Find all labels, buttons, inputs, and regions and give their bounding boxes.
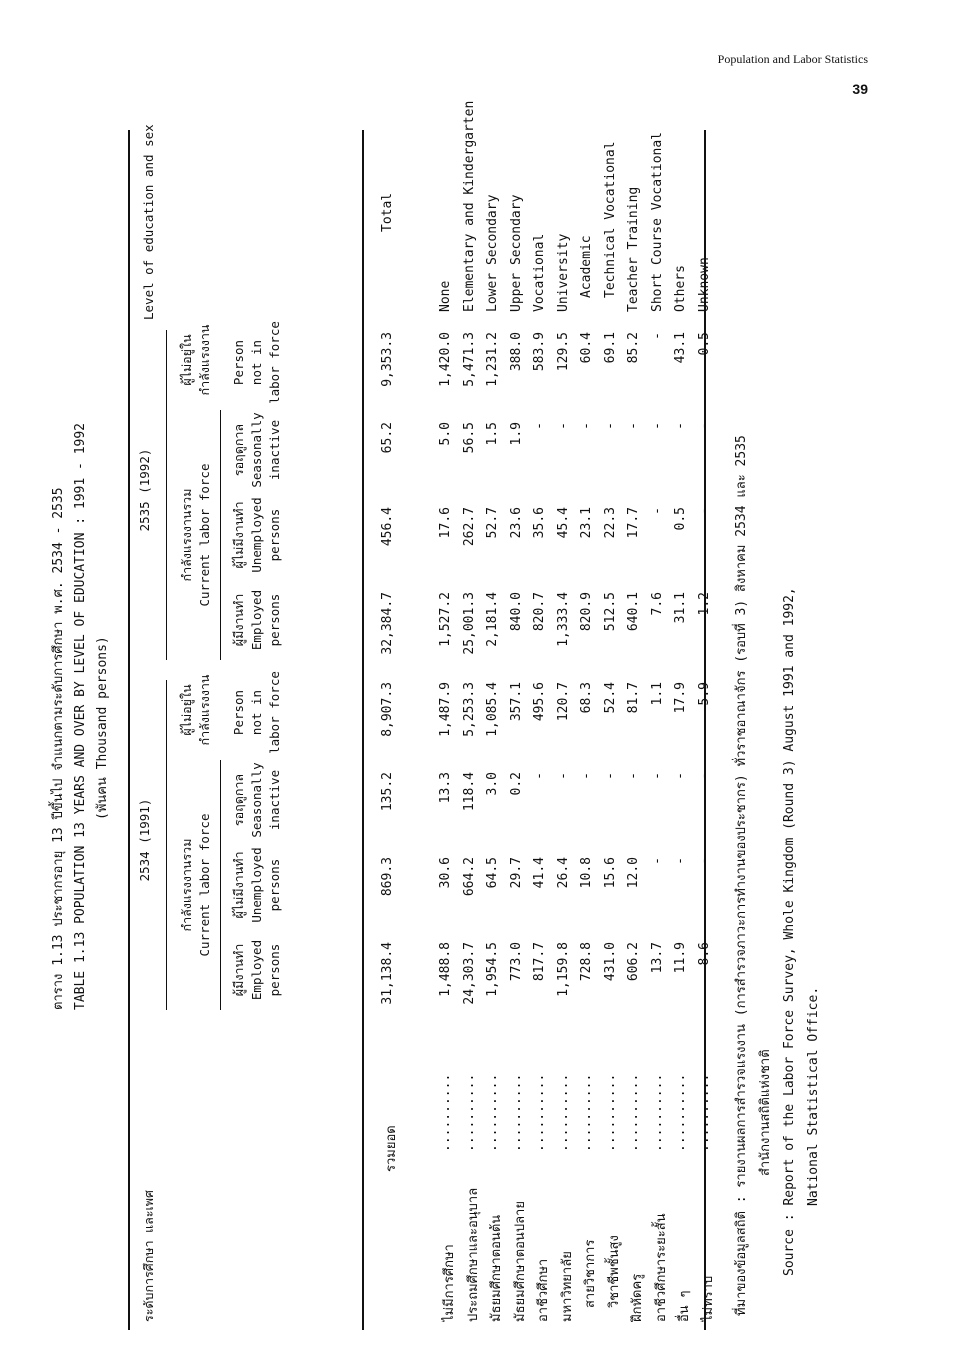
- cell: 13.3: [438, 772, 453, 804]
- row-label-thai: วิชาชีพชั้นสูง: [606, 1235, 622, 1308]
- cell: -: [602, 772, 618, 780]
- cell: 17.7: [626, 507, 641, 539]
- cell: 35.6: [532, 507, 547, 539]
- cell: -: [626, 772, 641, 780]
- source-thai-line-1: ที่มาของข้อมูลสถิติ : รายงานผลการสำรวจแรงงาน (การสำรวจภาวะการทำงานของประชากร) ทั่วราชอาณาจักร (รอบที่ 3) สิงหาคม 2534 และ 2535: [734, 435, 749, 1316]
- table-row: [673, 72, 697, 1322]
- cell: 65.2: [380, 422, 395, 454]
- leader-dots: ..........: [485, 1073, 500, 1152]
- leader-dots: ..........: [555, 1073, 571, 1152]
- table-title: [48, 360, 114, 1010]
- row-label-thai: มัธยมศึกษาตอนปลาย: [512, 1201, 528, 1322]
- cell: 1,488.8: [438, 942, 453, 997]
- cell: -: [626, 422, 641, 430]
- cell: 52.4: [602, 682, 618, 714]
- row-label-thai: มัธยมศึกษาตอนต้น: [489, 1214, 504, 1322]
- cell: 31,138.4: [380, 942, 395, 1005]
- cell: -: [649, 857, 665, 865]
- cell: 52.7: [485, 507, 500, 539]
- cell: 85.2: [626, 332, 641, 364]
- cell: 31.1: [673, 592, 688, 624]
- row-label-en: Vocational: [532, 233, 547, 312]
- cell: 606.2: [626, 942, 641, 982]
- cell: 5.9: [696, 682, 712, 706]
- employed-head-1992: ผู้มีงานทำ Employed persons: [231, 589, 282, 651]
- cell: 17.6: [438, 507, 453, 539]
- nilf-subhead-1992: Person not in labor force: [231, 321, 282, 404]
- cell: 81.7: [626, 682, 641, 714]
- cell: 64.5: [485, 857, 500, 889]
- nilf-subhead-1991: Person not in labor force: [231, 671, 282, 754]
- table-row: [556, 72, 580, 1322]
- row-label-en: University: [555, 233, 571, 312]
- clf-head-1991: กำลังแรงงานรวม Current labor force: [179, 813, 212, 957]
- row-label-en: Elementary and Kindergarten: [461, 100, 477, 312]
- leader-dots: ..........: [673, 1073, 688, 1152]
- cell: 45.4: [555, 507, 571, 539]
- source-en-line-1: Source : Report of the Labor Force Survey, Whole Kingdom (Round 3) August 1991 and 1992,: [782, 587, 797, 1276]
- leader-dots: ..........: [532, 1073, 547, 1152]
- cell: 773.0: [508, 942, 524, 982]
- clf-underline-1991: [220, 760, 221, 1010]
- cell: 1.5: [485, 422, 500, 446]
- row-label-en: Technical Vocational: [602, 141, 618, 298]
- cell: -: [555, 422, 571, 430]
- row-label-thai: ฝึกหัดครู: [630, 1273, 645, 1322]
- table-top-rule: [128, 130, 130, 1330]
- cell: -: [649, 422, 665, 430]
- cell: 29.7: [508, 857, 524, 889]
- row-label-thai: ไม่มีการศึกษา: [442, 1244, 457, 1322]
- cell: 68.3: [579, 682, 594, 714]
- cell: -: [602, 422, 618, 430]
- cell: 25,001.3: [461, 592, 477, 655]
- row-label-thai: มหาวิทยาลัย: [559, 1251, 575, 1322]
- cell: 41.4: [532, 857, 547, 889]
- row-label-thai: อื่น ๆ: [677, 1290, 692, 1322]
- table-row: [603, 72, 627, 1322]
- cell: 22.3: [602, 507, 618, 539]
- cell: 8.6: [696, 942, 712, 966]
- cell: 640.1: [626, 592, 641, 632]
- row-label-thai: ประถมศึกษาและอนุบาล: [465, 1187, 481, 1322]
- cell: 1,954.5: [485, 942, 500, 997]
- cell: 1,159.8: [555, 942, 571, 997]
- nilf-head-1992: ผู้ไม่อยู่ใน กำลังแรงงาน: [179, 324, 212, 396]
- total-label-thai: รวมยอด: [384, 1125, 399, 1172]
- cell: 431.0: [602, 942, 618, 982]
- year-1992-underline: [166, 330, 167, 660]
- cell: 43.1: [673, 332, 688, 364]
- table-row: [462, 72, 486, 1322]
- cell: -: [673, 857, 688, 865]
- cell: 262.7: [461, 507, 477, 547]
- cell: -: [532, 772, 547, 780]
- cell: 10.8: [579, 857, 594, 889]
- table-row: [532, 72, 556, 1322]
- cell: 135.2: [380, 772, 395, 812]
- cell: 869.3: [380, 857, 395, 897]
- cell: -: [649, 507, 665, 515]
- cell: 56.5: [461, 422, 477, 454]
- row-label-en: Others: [673, 265, 688, 312]
- cell: 17.9: [673, 682, 688, 714]
- header-bottom-rule: [362, 130, 364, 1330]
- cell: -: [673, 422, 688, 430]
- cell: 24,303.7: [461, 942, 477, 1005]
- cell: 12.0: [626, 857, 641, 889]
- cell: 1,231.2: [485, 332, 500, 387]
- cell: -: [579, 772, 594, 780]
- cell: -: [696, 772, 712, 780]
- cell: 23.1: [579, 507, 594, 539]
- cell: 9,353.3: [380, 332, 395, 387]
- cell: -: [696, 422, 712, 430]
- cell: 1,420.0: [438, 332, 453, 387]
- table-row: [509, 72, 533, 1322]
- source-en-line-2: National Statistical Office.: [806, 986, 821, 1206]
- cell: 456.4: [380, 507, 395, 547]
- table-row-total: [380, 72, 404, 1322]
- cell: 495.6: [532, 682, 547, 722]
- cell: 23.6: [508, 507, 524, 539]
- leader-dots: ..........: [626, 1073, 641, 1152]
- cell: -: [696, 857, 712, 865]
- running-title: Population and Labor Statistics: [717, 52, 868, 66]
- cell: -: [649, 772, 665, 780]
- cell: 1.2: [696, 592, 712, 616]
- leader-dots: ..........: [602, 1073, 618, 1152]
- cell: 32,384.7: [380, 592, 395, 655]
- row-label-en: Lower Secondary: [485, 194, 500, 312]
- year-1991-head: 2534 (1991): [137, 798, 152, 882]
- cell: 1,333.4: [555, 592, 571, 647]
- row-label-en: Teacher Training: [626, 186, 641, 312]
- cell: -: [696, 507, 712, 515]
- table-row: [438, 72, 462, 1322]
- row-label-en: Academic: [579, 235, 594, 298]
- cell: 2,181.4: [485, 592, 500, 647]
- cell: 840.0: [508, 592, 524, 632]
- table-row: [485, 72, 509, 1322]
- source-notes: [730, 435, 826, 1316]
- cell: 388.0: [508, 332, 524, 372]
- total-label-en: Total: [380, 192, 395, 232]
- unit-label: (พันคน Thousand persons): [95, 636, 110, 820]
- cell: -: [532, 422, 547, 430]
- cell: 1,527.2: [438, 592, 453, 647]
- cell: 820.7: [532, 592, 547, 632]
- cell: 817.7: [532, 942, 547, 982]
- leader-dots: ..........: [649, 1073, 665, 1152]
- cell: 60.4: [579, 332, 594, 364]
- page-number: 39: [852, 81, 868, 97]
- cell: 13.7: [649, 942, 665, 974]
- leader-dots: ..........: [696, 1073, 712, 1152]
- cell: 118.4: [461, 772, 477, 812]
- title-english: TABLE 1.13 POPULATION 13 YEARS AND OVER BY LEVEL OF EDUCATION : 1991 - 1992: [73, 423, 88, 1010]
- cell: 15.6: [602, 857, 618, 889]
- row-label-en: Unknown: [696, 257, 712, 312]
- table-row: [579, 72, 603, 1322]
- cell: 1,085.4: [485, 682, 500, 737]
- cell: 583.9: [532, 332, 547, 372]
- clf-underline-1992: [220, 410, 221, 660]
- year-1991-underline: [166, 680, 167, 1010]
- leader-dots: ..........: [508, 1073, 524, 1152]
- cell: 512.5: [602, 592, 618, 632]
- cell: 7.6: [649, 592, 665, 616]
- seasonal-head-1991: รอฤดูกาล Seasonally inactive: [231, 762, 282, 838]
- title-thai: ตาราง 1.13 ประชากรอายุ 13 ปีขึ้นไป จำแนกตามระดับการศึกษา พ.ศ. 2534 - 2535: [51, 487, 66, 1010]
- year-1992-head: 2535 (1992): [137, 448, 152, 532]
- cell: 1.1: [649, 682, 665, 706]
- table-row: [697, 72, 721, 1322]
- cell: 5,253.3: [461, 682, 477, 737]
- cell: -: [555, 772, 571, 780]
- seasonal-head-1992: รอฤดูกาล Seasonally inactive: [231, 412, 282, 488]
- cell: 30.6: [438, 857, 453, 889]
- cell: -: [673, 772, 688, 780]
- cell: 129.5: [555, 332, 571, 372]
- right-stub-head: Level of education and sex: [141, 124, 156, 320]
- left-stub-head: ระดับการศึกษา และเพศ: [141, 1190, 156, 1322]
- unemployed-head-1992: ผู้ไม่มีงานทำ Unemployed persons: [231, 497, 282, 573]
- cell: 120.7: [555, 682, 571, 722]
- cell: 3.0: [485, 772, 500, 796]
- rotated-table-page: [40, 40, 880, 1330]
- clf-head-1992: กำลังแรงงานรวม Current labor force: [179, 463, 212, 607]
- cell: 69.1: [602, 332, 618, 364]
- cell: 0.2: [508, 772, 524, 796]
- cell: -: [649, 332, 665, 340]
- cell: 0.5: [673, 507, 688, 531]
- row-label-thai: ไม่ทราบ: [700, 1275, 716, 1322]
- cell: 357.1: [508, 682, 524, 722]
- leader-dots: ..........: [438, 1073, 453, 1152]
- employed-head-1991: ผู้มีงานทำ Employed persons: [231, 939, 282, 1001]
- leader-dots: ..........: [461, 1073, 477, 1152]
- row-label-thai: สายวิชาการ: [583, 1239, 598, 1308]
- cell: 1.9: [508, 422, 524, 446]
- row-label-thai: อาชีวศึกษาระยะสั้น: [653, 1213, 669, 1322]
- source-thai-line-2: สำนักงานสถิติแห่งชาติ: [758, 1049, 773, 1176]
- cell: 728.8: [579, 942, 594, 982]
- cell: 5,471.3: [461, 332, 477, 387]
- table-row: [626, 72, 650, 1322]
- unemployed-head-1991: ผู้ไม่มีงานทำ Unemployed persons: [231, 847, 282, 923]
- cell: -: [579, 422, 594, 430]
- cell: 664.2: [461, 857, 477, 897]
- cell: 820.9: [579, 592, 594, 632]
- cell: 1,487.9: [438, 682, 453, 737]
- row-label-en: Upper Secondary: [508, 194, 524, 312]
- nilf-head-1991: ผู้ไม่อยู่ใน กำลังแรงงาน: [179, 674, 212, 746]
- table-row: [650, 72, 674, 1322]
- cell: 11.9: [673, 942, 688, 974]
- cell: 0.5: [696, 332, 712, 356]
- cell: 8,907.3: [380, 682, 395, 737]
- cell: 5.0: [438, 422, 453, 446]
- cell: 26.4: [555, 857, 571, 889]
- row-label-thai: อาชีวศึกษา: [536, 1258, 551, 1322]
- row-label-en: None: [438, 280, 453, 312]
- row-label-en: Short Course Vocational: [649, 131, 665, 312]
- leader-dots: ..........: [579, 1073, 594, 1152]
